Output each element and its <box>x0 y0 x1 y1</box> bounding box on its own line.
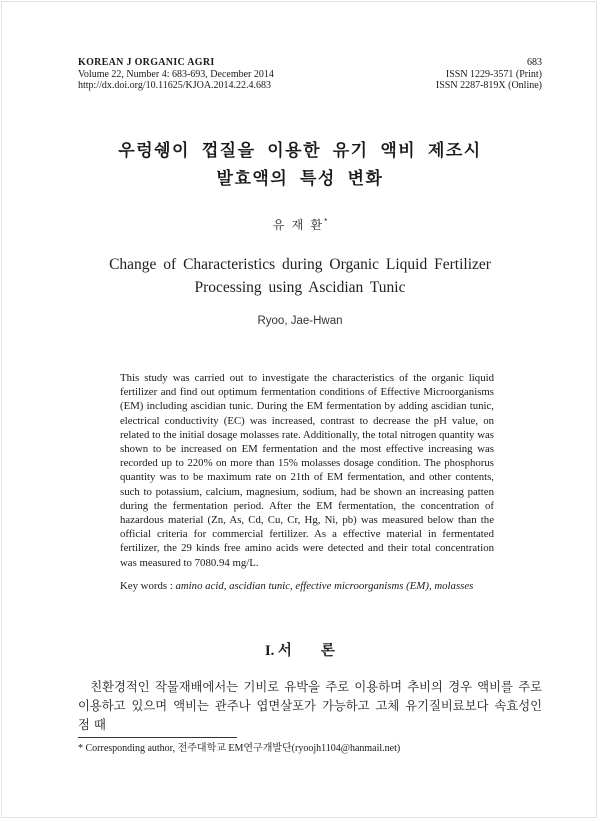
english-title-line2: Processing using Ascidian Tunic <box>194 279 406 296</box>
journal-title: KOREAN J ORGANIC AGRI <box>78 57 215 68</box>
keywords-line <box>120 579 494 593</box>
korean-title-line2: 발효액의 특성 변화 <box>216 169 384 188</box>
introduction-heading: I. 서 론 <box>265 643 335 659</box>
korean-title <box>0 137 600 193</box>
footnote-area <box>78 737 542 755</box>
volume-issue-line: Volume 22, Number 4: 683-693, December 2014 <box>78 68 274 80</box>
corresponding-author-note: * Corresponding author, 전주대학교 EM연구개발단(ryoojh1104@hanmail.net) <box>78 743 401 754</box>
abstract-section <box>120 371 494 593</box>
keywords-list: amino acid, ascidian tunic, effective microorganisms (EM), molasses <box>175 579 474 592</box>
korean-author-name: 유 재 환 <box>272 218 325 232</box>
issn-print: ISSN 1229-3571 (Print) <box>445 68 542 80</box>
page-number: 683 <box>527 57 542 68</box>
journal-info <box>78 57 274 92</box>
corresponding-author-mark: * <box>324 217 328 226</box>
issn-online: ISSN 2287-819X (Online) <box>435 80 542 91</box>
issn-info <box>436 57 542 92</box>
korean-title-line1: 우렁쉥이 껍질을 이용한 유기 액비 제조시 <box>118 141 482 160</box>
journal-header <box>78 57 542 92</box>
english-author: Ryoo, Jae-Hwan <box>257 315 343 327</box>
korean-author <box>0 216 600 233</box>
keywords-label: Key words : <box>120 579 176 592</box>
introduction-paragraph: 친환경적인 작물재배에서는 기비로 유박을 주로 이용하며 추비의 경우 액비를 주로 이용하고 있으며 액비는 관주나 엽면살포가 가능하고 고체 유기질비료보다 속효성인 점 때 <box>78 680 542 732</box>
abstract-text: This study was carried out to investigate the characteristics of the organic liquid fertilizer and find out optimum fermentation conditions of Effective Microorganisms (EM) including ascidian tunic. During the EM fermentation by adding ascidian tunic, electrical conductivity (EC) was increased, contrast to decrease the pH value, on related to the initial dosage molasses rate. Additionally, the total nitrogen quantity was shown to be increased on EM fermentation and the most effective increasing was recorded up to 220% on more than 15% molasses dosage condition. The phosphorus quantity was to be maximum rate on 21th of EM fermentation, and other contents, such to potassium, calcium, magnesium, sodium, had be shown an increasing patten during the fermentation period. After the EM fermentation, the concentration of hazardous material (Zn, As, Cd, Cu, Cr, Hg, Ni, pb) was measured below than the official criteria for commercial fertilizer. As a effective material in fermentated fertilizer, the 29 kinds free amino acids were detected and their total concentration was measured to 7080.94 mg/L. <box>120 372 494 569</box>
footnote-divider <box>78 737 237 738</box>
doi-line: http://dx.doi.org/10.11625/KJOA.2014.22.4.683 <box>78 80 272 91</box>
english-title <box>0 253 600 299</box>
english-title-line1: Change of Characteristics during Organic Liquid Fertilizer <box>109 256 491 273</box>
